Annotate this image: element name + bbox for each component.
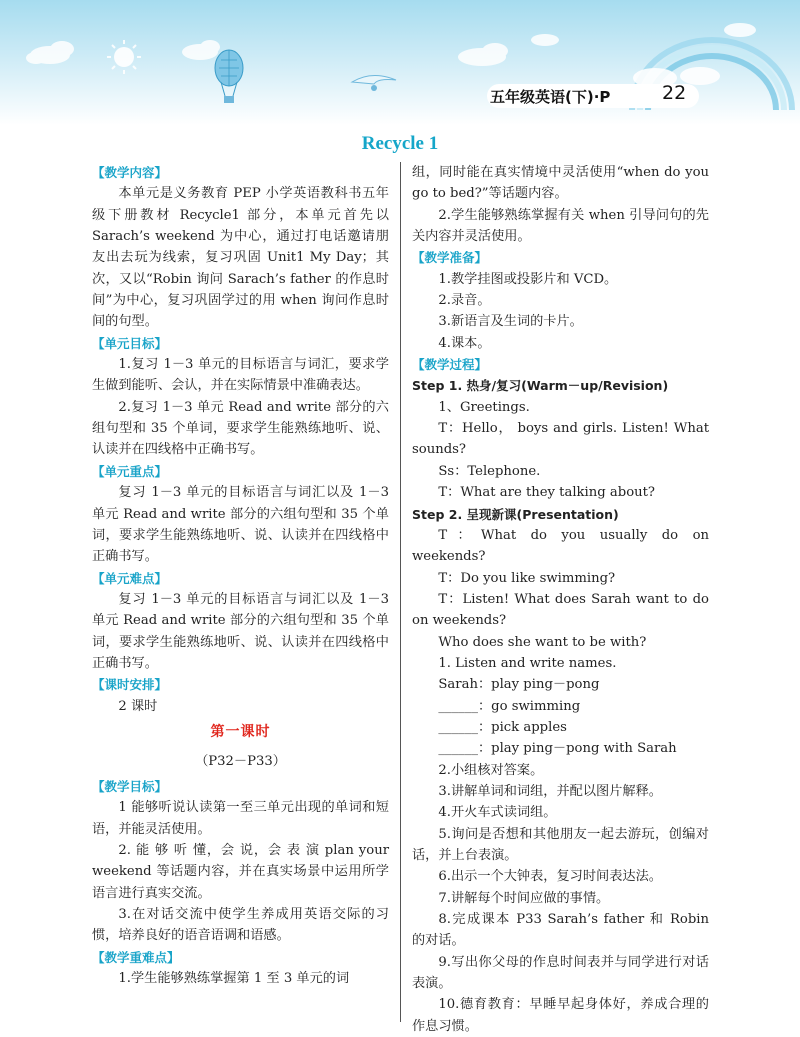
paragraph: 2.复习 1－3 单元 Read and write 部分的六组句型和 35 个单词，要求学生能熟练地听、说、认读并在四线格中正确书写。	[92, 399, 389, 458]
paragraph: 复习 1－3 单元的目标语言与词汇以及 1－3 单元 Read and write 部分的六组句型和 35 个单词，要求学生能熟练地听、说、认读并在四线格中正确书写。	[92, 591, 389, 671]
paragraph: 2.录音。	[438, 293, 491, 309]
hot-air-balloon-icon	[215, 50, 243, 103]
paragraph: Ss：Telephone.	[438, 463, 541, 479]
paragraph: 8.完成课本 P33 Sarah’s father 和 Robin 的对话。	[412, 912, 709, 949]
paragraph: 7.讲解每个时间应做的事情。	[438, 890, 610, 906]
paragraph: T：What are they talking about?	[438, 485, 655, 501]
section-heading: 【教学过程】	[412, 357, 488, 373]
paragraph: 1 能够听说认读第一至三单元出现的单词和短语，并能灵活使用。	[92, 800, 389, 837]
paragraph: Who does she want to be with?	[438, 634, 647, 650]
paragraph: 1. Listen and write names.	[438, 655, 617, 671]
section-heading: 【单元重点】	[92, 463, 168, 479]
lesson-heading: 第一课时	[210, 723, 271, 740]
paragraph: 3.新语言及生词的卡片。	[438, 314, 583, 330]
section-heading: 【教学内容】	[92, 165, 168, 180]
column-divider	[400, 162, 401, 1022]
paragraph: 2.学生能够熟练掌握有关 when 引导问句的先关内容并灵活使用。	[412, 207, 709, 245]
right-column	[412, 162, 709, 1037]
page-title: Recycle 1	[361, 133, 439, 154]
paragraph: 1.学生能够熟练掌握第 1 至 3 单元的词	[118, 971, 350, 987]
paragraph: 6.出示一个大钟表，复习时间表达法。	[438, 869, 662, 885]
paragraph: 4.课本。	[438, 335, 491, 351]
paragraph: 10.德育教育：早睡早起身体好，养成合理的作息习惯。	[412, 997, 709, 1034]
paragraph: 2. 能 够 听 懂，会 说，会 表 演 plan your weekend 等话题内容，并在真实场景中运用所学语言进行真实交流。	[92, 842, 389, 901]
section-heading: 【单元难点】	[92, 570, 168, 586]
paragraph: 本单元是义务教育 PEP 小学英语教科书五年级下册教材 Recycle1 部分，本单元首先以 Sarach’s weekend 为中心，通过打电话邀请朋友出去玩为线索，复习巩固 Unit1 My Day；其次，又以“Robin 询问 Sarach’s father 的作息时间”为中心，复习巩固学过的用 when 询问作息时间的句型。	[92, 186, 389, 330]
paragraph: T：Hello， boys and girls. Listen! What sounds?	[412, 421, 709, 458]
paragraph: 1.教学挂图或投影片和 VCD。	[438, 271, 618, 287]
paragraph: 复习 1－3 单元的目标语言与词汇以及 1－3 单元 Read and write 部分的六组句型和 35 个单词，要求学生能熟练地听、说、认读并在四线格中正确书写。	[92, 485, 389, 565]
sun-icon	[107, 40, 141, 74]
paragraph: 组，同时能在真实情境中灵活使用“when do you go to bed?”等话题内容。	[412, 165, 709, 202]
step-heading: Step 2. 呈现新课(Presentation)	[412, 506, 619, 522]
page-number: 22	[662, 82, 687, 104]
paragraph: 5.询问是否想和其他朋友一起去游玩，创编对话，并上台表演。	[412, 826, 709, 863]
paragraph: ______：go swimming	[438, 698, 581, 714]
paragraph: 4.开火车式读词组。	[438, 805, 557, 821]
paragraph: 2 课时	[118, 698, 158, 714]
paragraph: 9.写出你父母的作息时间表并与同学进行对话表演。	[412, 954, 709, 992]
page-range: （P32－P33）	[195, 753, 286, 769]
paragraph: 2.小组核对答案。	[438, 762, 544, 778]
section-heading: 【单元目标】	[92, 335, 168, 351]
section-heading: 【教学重难点】	[92, 949, 180, 965]
paragraph: ______：pick apples	[438, 719, 567, 735]
paragraph: Sarah：play ping－pong	[438, 677, 600, 693]
section-heading: 【教学目标】	[92, 778, 168, 794]
paragraph: 3.在对话交流中使学生养成用英语交际的习惯，培养良好的语音语调和语感。	[92, 907, 389, 944]
paragraph: 3.讲解单词和词组，并配以图片解释。	[438, 783, 662, 799]
step-heading: Step 1. 热身/复习(Warm－up/Revision)	[412, 378, 669, 394]
paragraph: ______：play ping－pong with Sarah	[438, 741, 677, 757]
paragraph: T：Do you like swimming?	[438, 570, 616, 586]
grade-label: 五年级英语(下)·P	[490, 88, 611, 106]
left-column	[92, 162, 389, 989]
paragraph: 1.复习 1－3 单元的目标语言与词汇，要求学生做到能听、会认，并在实际情景中准确表达。	[92, 357, 389, 394]
paragraph: T：What do you usually do on weekends?	[412, 527, 709, 565]
paragraph: 1、Greetings.	[438, 399, 530, 415]
glider-icon	[352, 75, 396, 91]
paragraph: T：Listen! What does Sarah want to do on weekends?	[412, 591, 709, 629]
section-heading: 【课时安排】	[92, 677, 168, 693]
section-heading: 【教学准备】	[412, 250, 488, 266]
